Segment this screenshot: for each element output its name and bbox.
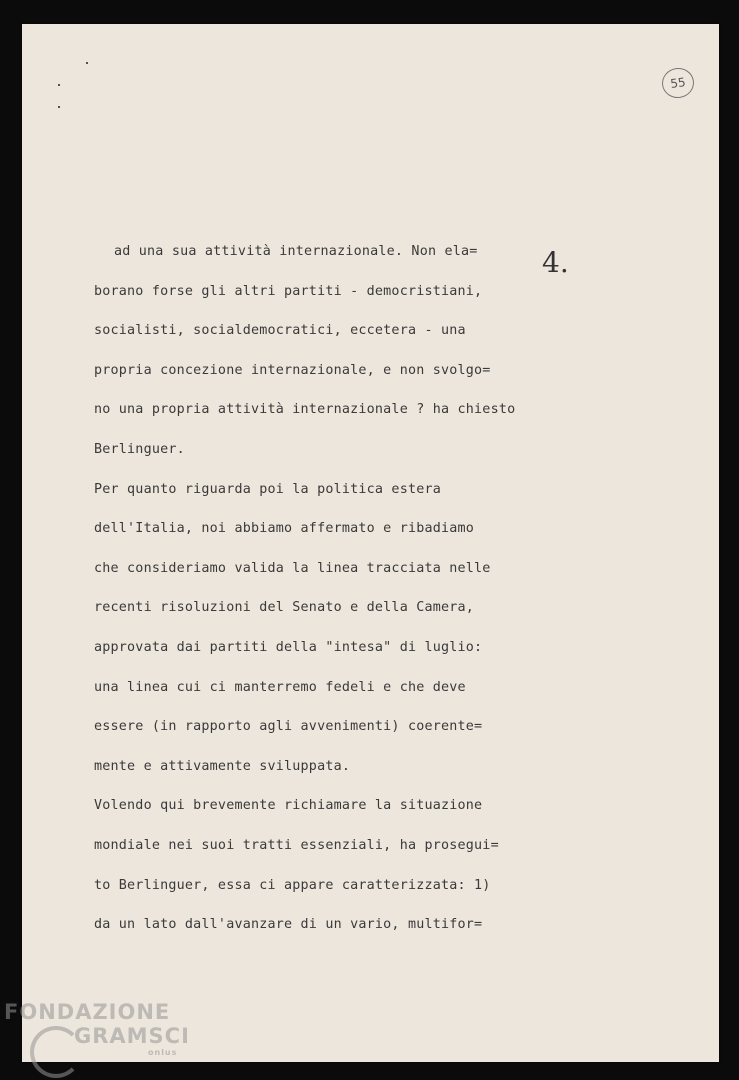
speck <box>86 62 88 64</box>
typewritten-text <box>94 232 515 945</box>
text-line: Volendo qui brevemente richiamare la situazione <box>94 798 483 814</box>
watermark-line2: GRAMSCI <box>74 1024 190 1048</box>
text-line: essere (in rapporto agli avvenimenti) coerente= <box>94 719 483 735</box>
page-number-stamp: 55 <box>660 66 696 100</box>
text-line: mente e attivamente sviluppata. <box>94 758 351 774</box>
speck <box>58 106 60 108</box>
text-line: mondiale nei suoi tratti essenziali, ha prosegui= <box>94 837 499 853</box>
text-line: dell'Italia, noi abbiamo affermato e ribadiamo <box>94 521 475 537</box>
text-line: socialisti, socialdemocratici, eccetera - una <box>94 323 466 339</box>
text-line: ad una sua attività internazionale. Non ela= <box>114 244 478 259</box>
text-line: una linea cui ci manterremo fedeli e che deve <box>94 679 466 695</box>
watermark-sub: onlus <box>148 1048 178 1057</box>
text-line: to Berlinguer, essa ci appare caratterizzata: 1) <box>94 877 491 893</box>
text-line: da un lato dall'avanzare di un vario, multifor= <box>94 917 483 933</box>
watermark-line1: FONDAZIONE <box>4 1000 171 1024</box>
handwritten-page-number: 4. <box>542 246 569 279</box>
text-line: borano forse gli altri partiti - democristiani, <box>94 283 483 299</box>
text-line: approvata dai partiti della "intesa" di luglio: <box>94 639 483 655</box>
text-line: no una propria attività internazionale ? ha chiesto <box>94 402 516 418</box>
fondazione-gramsci-watermark <box>4 1000 190 1057</box>
text-line: propria concezione internazionale, e non svolgo= <box>94 362 491 378</box>
text-line: recenti risoluzioni del Senato e della Camera, <box>94 600 475 616</box>
text-line: che consideriamo valida la linea tracciata nelle <box>94 560 491 576</box>
speck <box>58 84 60 86</box>
text-line: Berlinguer. <box>94 441 185 457</box>
text-line: Per quanto riguarda poi la politica estera <box>94 481 441 497</box>
gramsci-logo-icon <box>30 1026 82 1078</box>
